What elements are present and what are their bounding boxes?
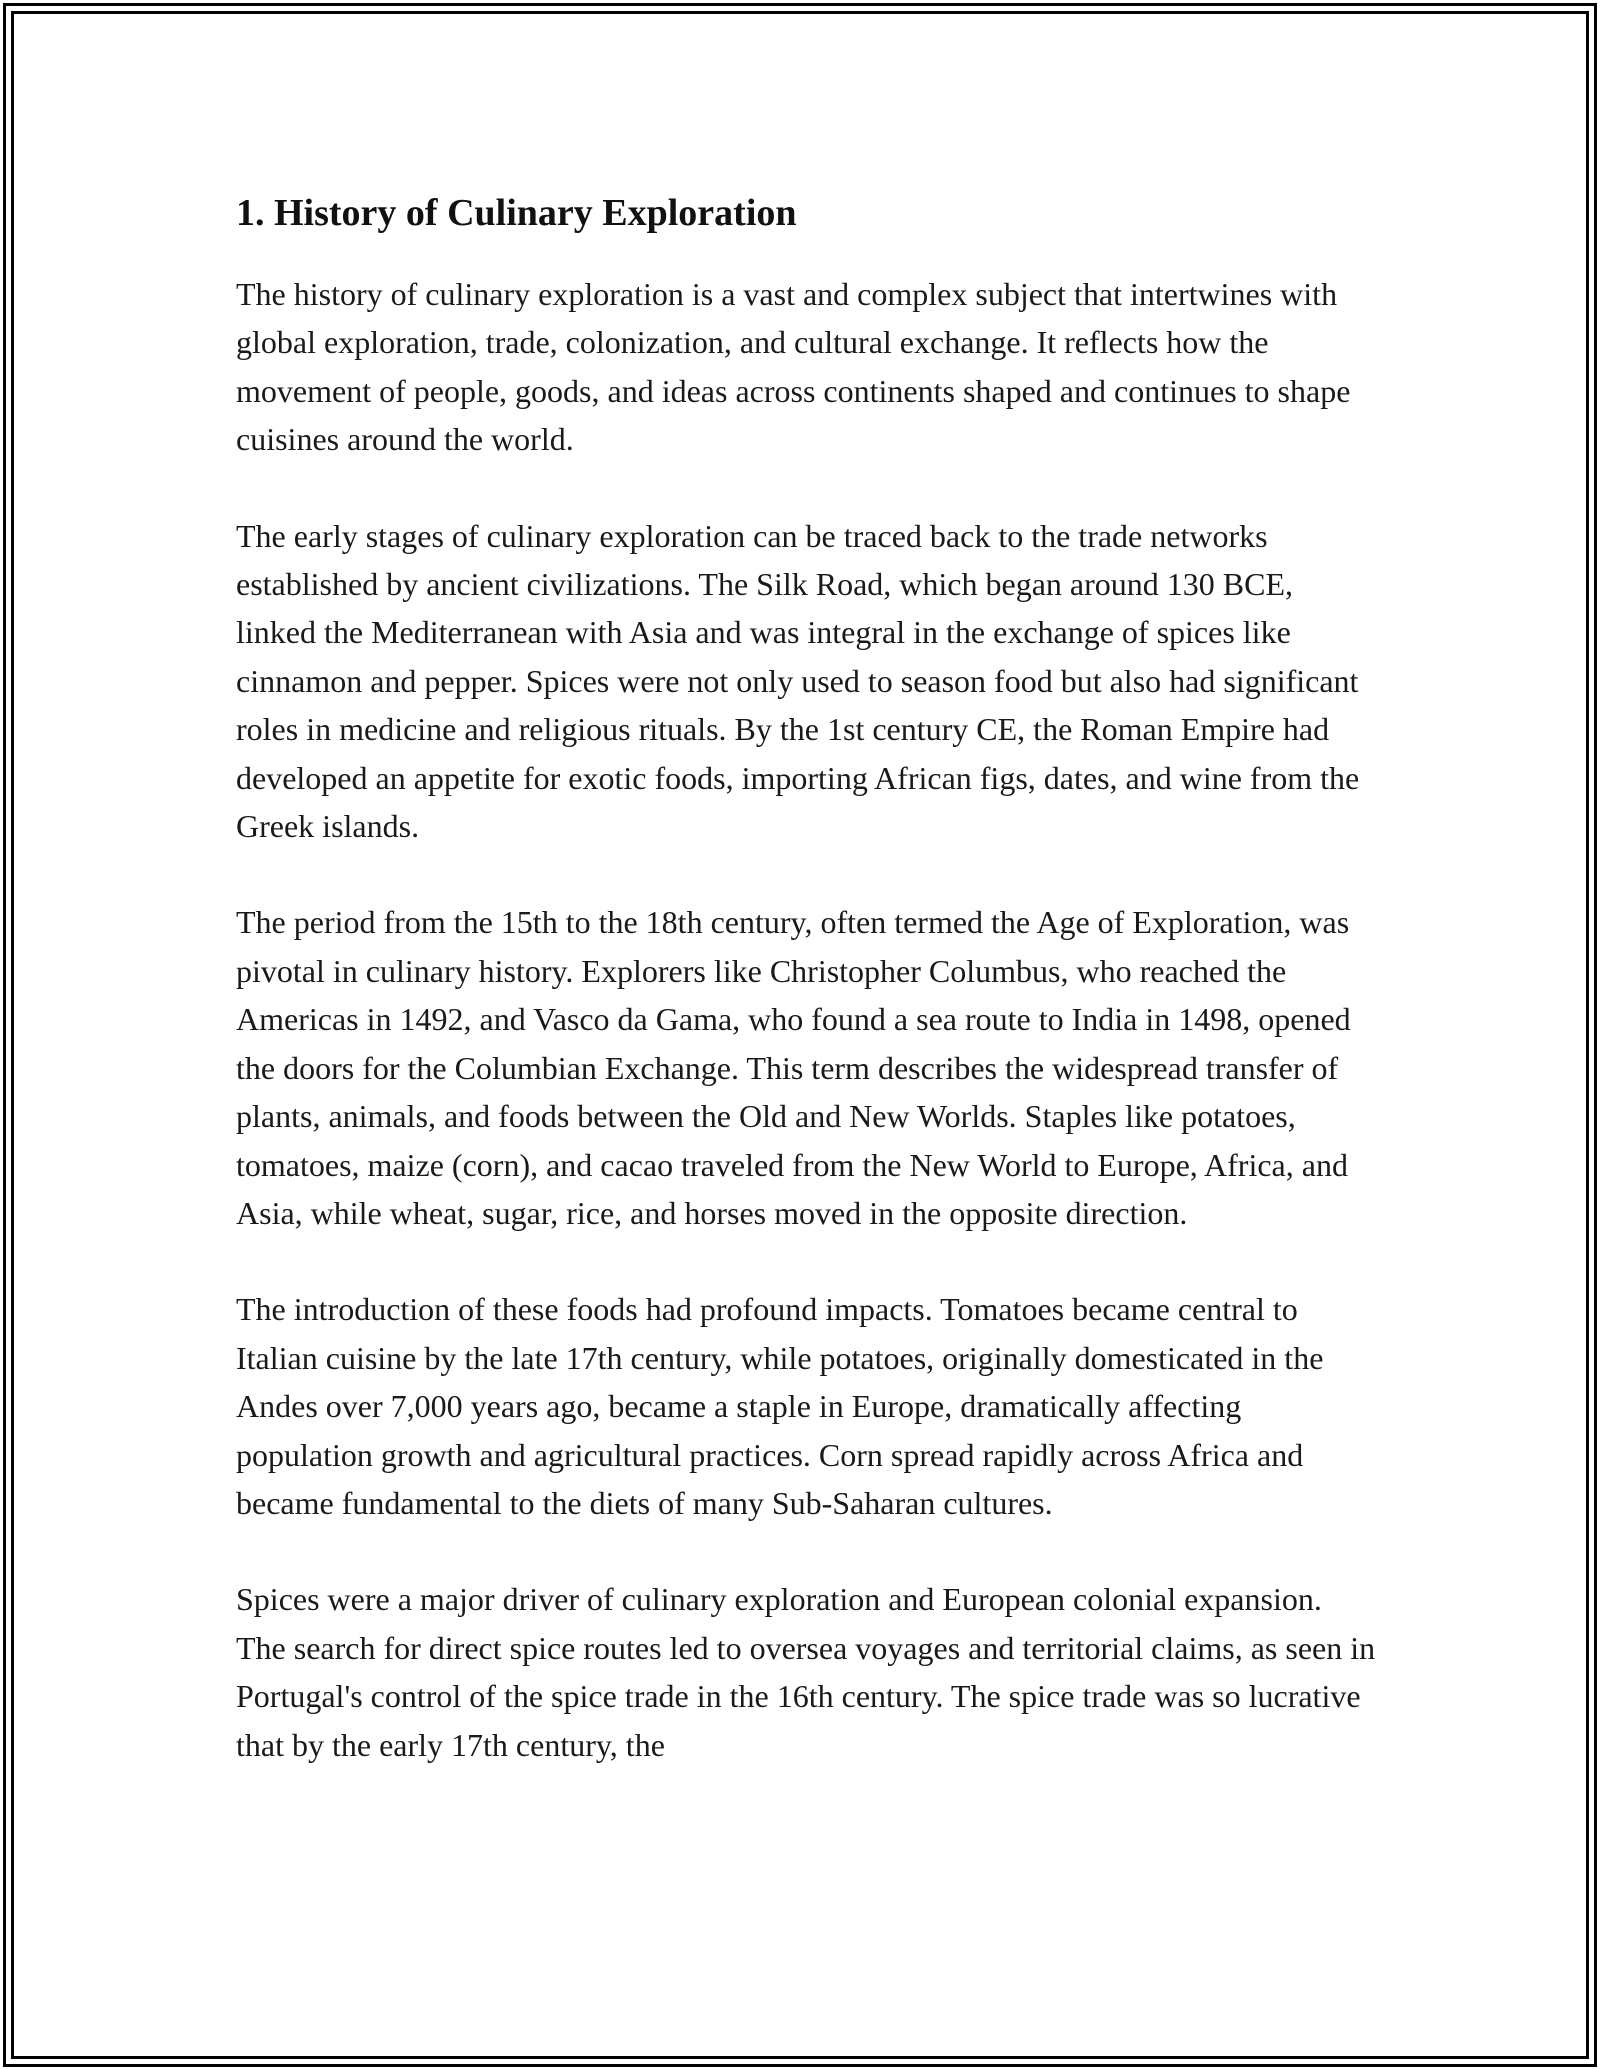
paragraph-3: The period from the 15th to the 18th century, often termed the Age of Exploration, was pivotal in culinary history. Explorers like Christopher Columbus, who reached the Americas in 1492, and Vasco da Gama, who found a sea route to India in 1498, opened the doors for the Columbian Exchange. This term describes the widespread transfer of plants, animals, and foods between the Old and New Worlds. Staples like potatoes, tomatoes, maize (corn), and cacao traveled from the New World to Europe, Africa, and Asia, while wheat, sugar, rice, and horses moved in the opposite direction.: [236, 904, 1351, 1231]
paragraph-2: The early stages of culinary exploration can be traced back to the trade networks established by ancient civilizations. The Silk Road, which began around 130 BCE, linked the Mediterranean with Asia and was integral in the exchange of spices like cinnamon and pepper. Spices were not only used to season food but also had significant roles in medicine and religious rituals. By the 1st century CE, the Roman Empire had developed an appetite for exotic foods, importing African figs, dates, and wine from the Greek islands.: [236, 517, 1360, 845]
paragraph-5: Spices were a major driver of culinary exploration and European colonial expansion. The search for direct spice routes led to oversea voyages and territorial claims, as seen in Portugal's control of the spice trade in the 16th century. The spice trade was so lucrative that by the early 17th century, the: [236, 1581, 1376, 1763]
document-body: [236, 186, 1376, 1817]
section-heading: 1. History of Culinary Exploration: [236, 192, 797, 234]
paragraph-1: The history of culinary exploration is a vast and complex subject that intertwines with global exploration, trade, colonization, and cultural exchange. It reflects how the movement of people, goods, and ideas across continents shaped and continues to shape cuisines around the world.: [236, 276, 1351, 458]
paragraph-4: The introduction of these foods had profound impacts. Tomatoes became central to Italian cuisine by the late 17th century, while potatoes, originally domesticated in the Andes over 7,000 years ago, became a staple in Europe, dramatically affecting population growth and agricultural practices. Corn spread rapidly across Africa and became fundamental to the diets of many Sub-Saharan cultures.: [236, 1291, 1324, 1521]
